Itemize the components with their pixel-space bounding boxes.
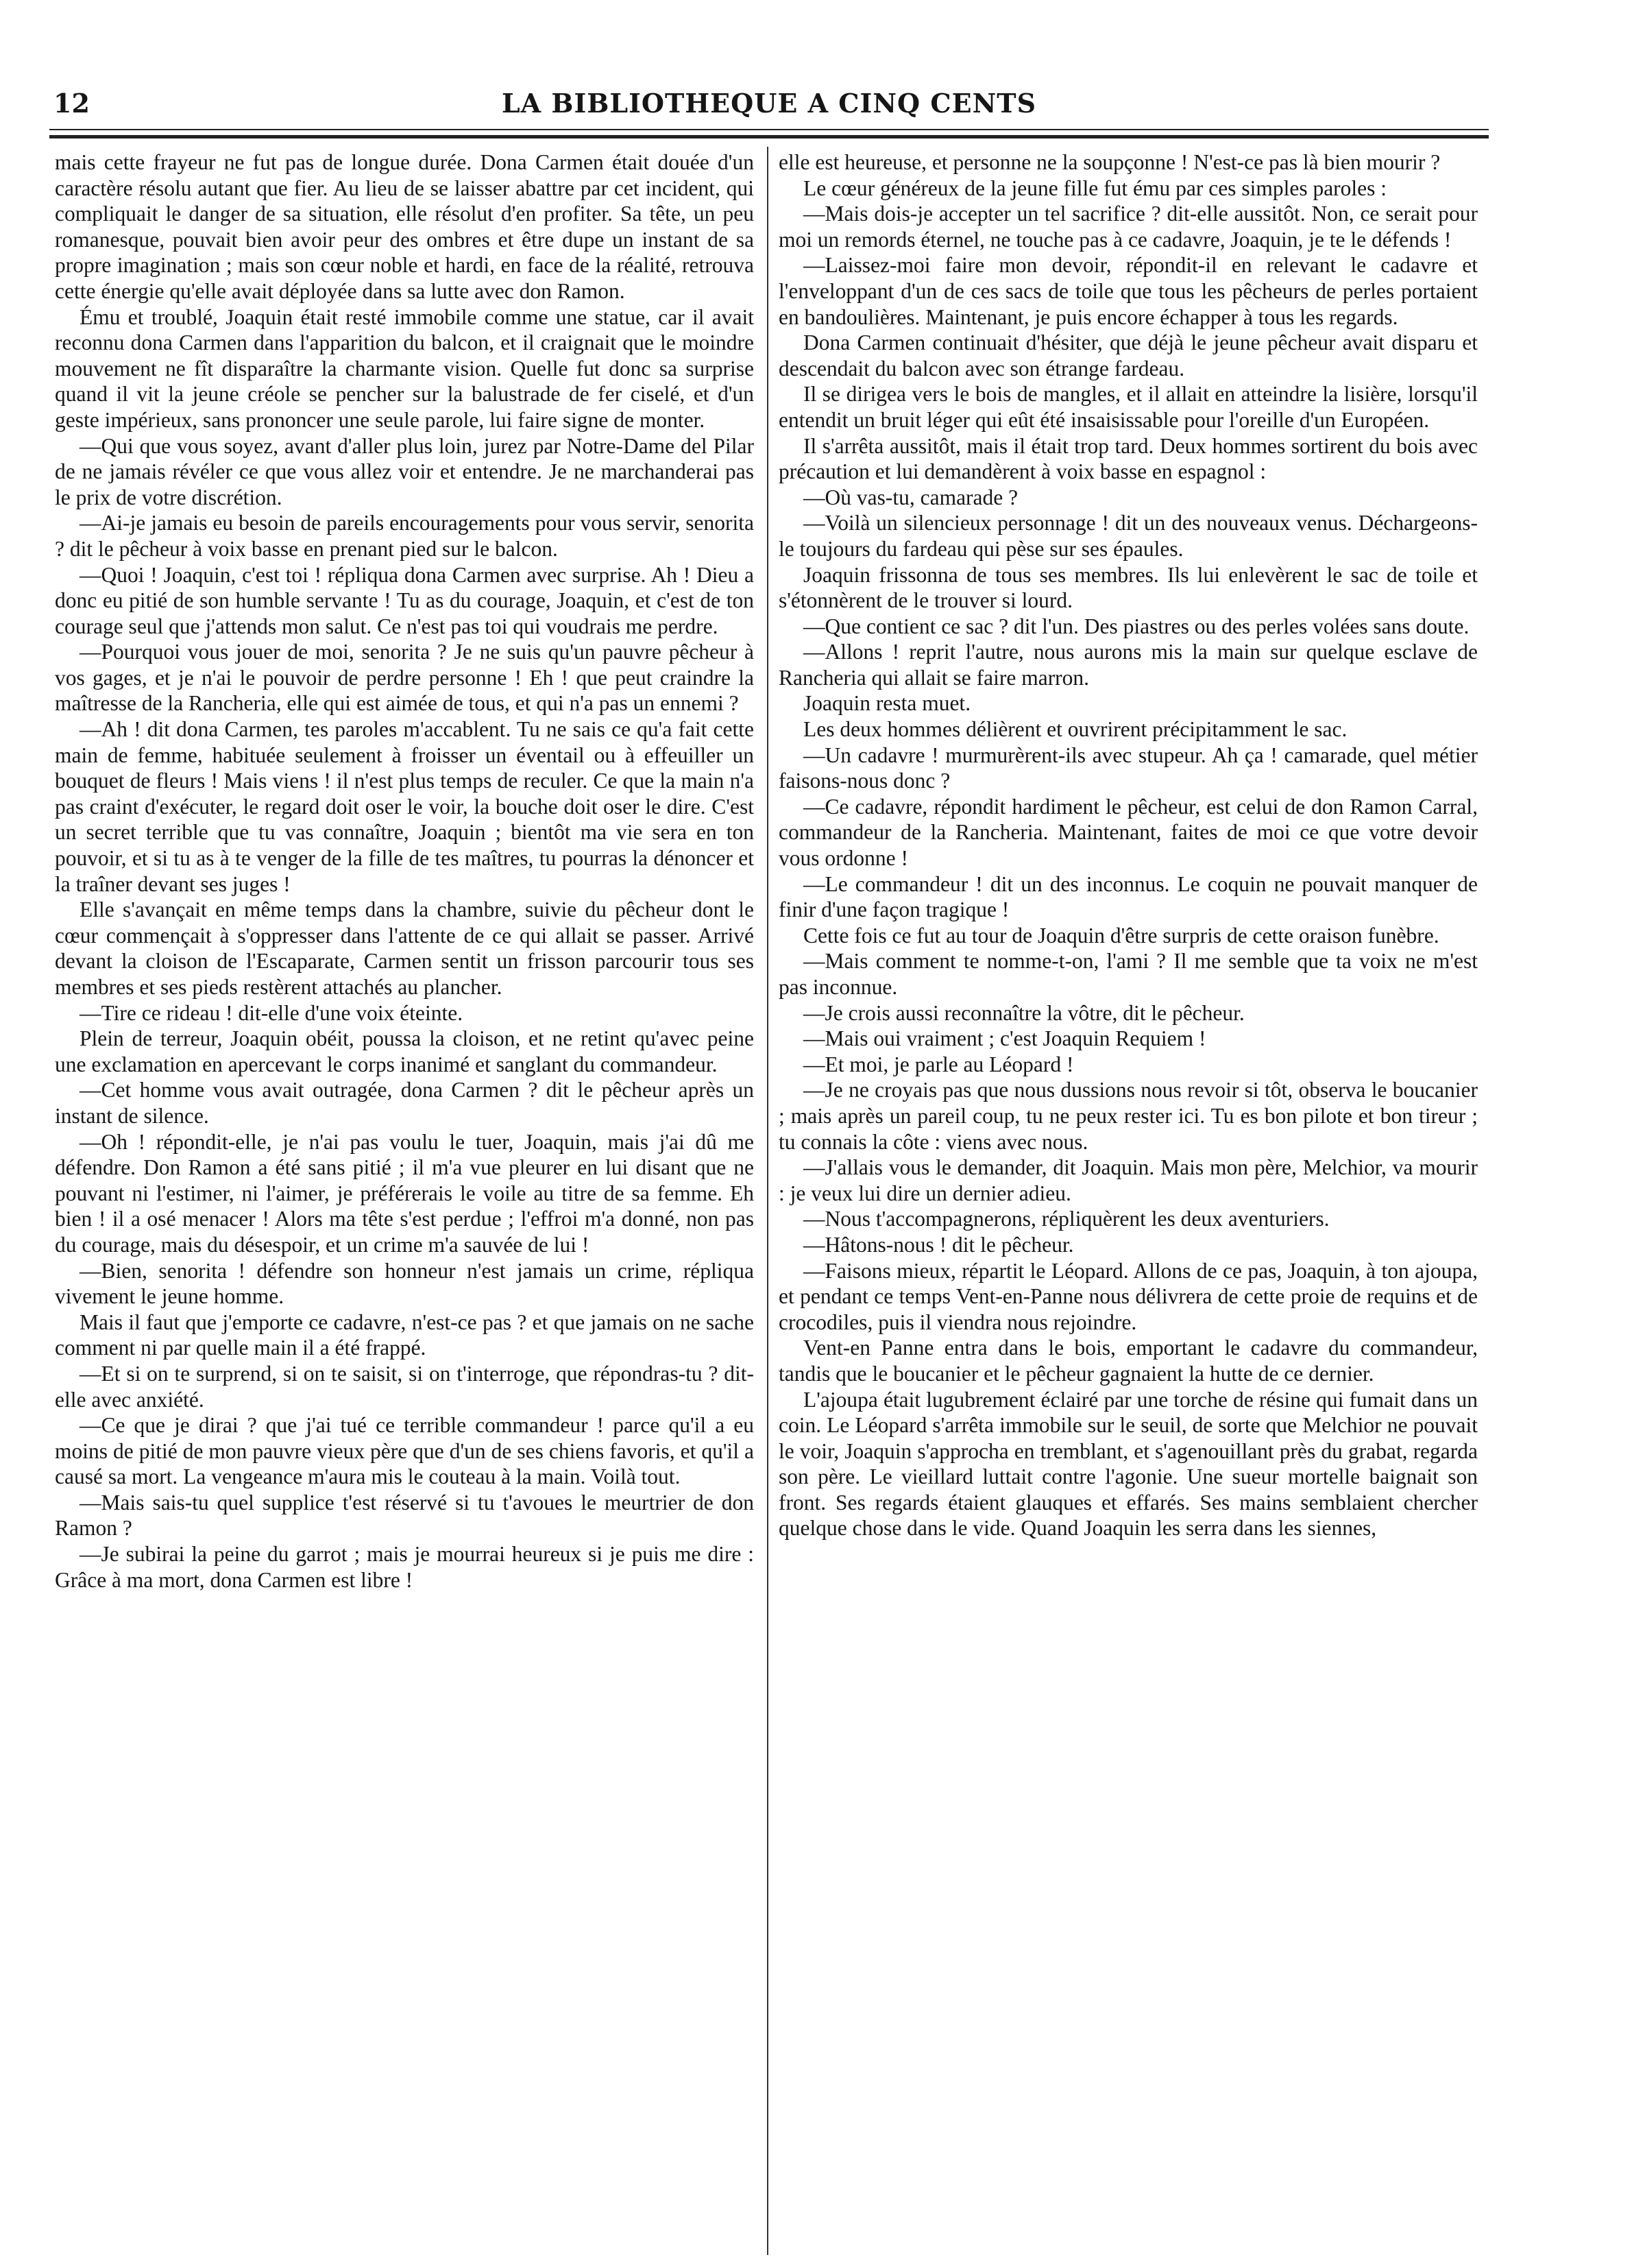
paragraph: Les deux hommes délièrent et ouvrirent précipitamment le sac. (803, 717, 1348, 742)
paragraph: —Hâtons-nous ! dit le pêcheur. (803, 1232, 1074, 1257)
paragraph: Joaquin resta muet. (803, 691, 971, 716)
paragraph: —Mais sais-tu quel supplice t'est réservé si tu t'avoues le meurtrier de don Ramon ? (55, 1490, 754, 1541)
paragraph: —Laissez-moi faire mon devoir, répondit-il en relevant le cadavre et l'enveloppant d'un de ces sacs de toile que tous les pêcheurs de perles portaient en bandoulières. Maintenant, je puis encore échapper à tous les regards. (779, 253, 1478, 329)
paragraph: Dona Carmen continuait d'hésiter, que déjà le jeune pêcheur avait disparu et descendait du balcon avec son étrange fardeau. (779, 330, 1478, 381)
paragraph: mais cette frayeur ne fut pas de longue durée. Dona Carmen était douée d'un caractère résolu autant que fier. Au lieu de se laisser abattre par cet incident, qui compliquait le danger de sa situation, elle résolut d'en profiter. Sa tête, un peu romanesque, pouvait bien avoir peur des ombres et être dupe un instant de sa propre imagination ; mais son cœur noble et hardi, en face de la réalité, retrouva cette énergie qu'elle avait déployée dans sa lutte avec don Ramon. (55, 150, 754, 303)
paragraph: —Bien, senorita ! défendre son honneur n'est jamais un crime, répliqua vivement le jeune homme. (55, 1258, 754, 1309)
paragraph: —Ah ! dit dona Carmen, tes paroles m'accablent. Tu ne sais ce qu'a fait cette main de femme, habituée seulement à froisser un éventail ou à effeuiller un bouquet de fleurs ! Mais viens ! il n'est plus temps de reculer. Ce que la main n'a pas craint d'exécuter, le regard doit oser le voir, la bouche doit oser le dire. C'est un secret terrible que tu vas connaître, Joaquin ; bientôt ma vie sera en ton pouvoir, et si tu as à te venger de la fille de tes maîtres, tu pourras la dénoncer et la traîner devant ses juges ! (55, 717, 754, 896)
paragraph: —Que contient ce sac ? dit l'un. Des piastres ou des perles volées sans doute. (803, 614, 1470, 638)
paragraph: Il s'arrêta aussitôt, mais il était trop tard. Deux hommes sortirent du bois avec précaution et lui demandèrent à voix basse en espagnol : (779, 433, 1478, 484)
page-number: 12 (53, 88, 90, 119)
paragraph: Il se dirigea vers le bois de mangles, et il allait en atteindre la lisière, lorsqu'il entendit un bruit léger qui eût été insaisissable pour l'oreille d'un Européen. (779, 382, 1478, 432)
right-column (779, 149, 1478, 1541)
paragraph: Ému et troublé, Joaquin était resté immobile comme une statue, car il avait reconnu dona Carmen dans l'apparition du balcon, et il craignait que le moindre mouvement ne fît disparaître la charmante vision. Quelle fut donc sa surprise quand il vit la jeune créole se pencher sur la balustrade de fer ciselé, et d'un geste impérieux, sans prononcer une seule parole, lui faire signe de monter. (55, 304, 754, 432)
paragraph: Elle s'avançait en même temps dans la chambre, suivie du pêcheur dont le cœur commençait à s'oppresser dans l'attente de ce qui allait se passer. Arrivé devant la cloison de l'Escaparate, Carmen sentit un frisson parcourir tous ses membres et ses pieds restèrent attachés au plancher. (55, 897, 754, 999)
paragraph: Mais il faut que j'emporte ce cadavre, n'est-ce pas ? et que jamais on ne sache comment ni par quelle main il a été frappé. (55, 1310, 754, 1360)
paragraph: L'ajoupa était lugubrement éclairé par une torche de résine qui fumait dans un coin. Le Léopard s'arrêta immobile sur le seuil, de sorte que Melchior ne pouvait le voir, Joaquin s'approcha en tremblant, et s'agenouillant près du grabat, regarda son père. Le vieillard luttait contre l'agonie. Une sueur mortelle baignait son front. Ses regards étaient glauques et effarés. Ses mains semblaient chercher quelque chose dans le vide. Quand Joaquin les serra dans les siennes, (779, 1387, 1478, 1541)
paragraph: —Mais comment te nomme-t-on, l'ami ? Il me semble que ta voix ne m'est pas inconnue. (779, 949, 1478, 999)
paragraph: —Et si on te surprend, si on te saisit, si on t'interroge, que répondras-tu ? dit-elle avec anxiété. (55, 1361, 754, 1412)
paragraph: —Ai-je jamais eu besoin de pareils encouragements pour vous servir, senorita ? dit le pêcheur à voix basse en prenant pied sur le balcon. (55, 511, 754, 561)
paragraph: —Cet homme vous avait outragée, dona Carmen ? dit le pêcheur après un instant de silence. (55, 1078, 754, 1128)
paragraph: —Tire ce rideau ! dit-elle d'une voix éteinte. (80, 1000, 463, 1025)
paragraph: —Le commandeur ! dit un des inconnus. Le coquin ne pouvait manquer de finir d'une façon tragique ! (779, 871, 1478, 922)
paragraph: Cette fois ce fut au tour de Joaquin d'être surpris de cette oraison funèbre. (803, 923, 1439, 948)
paragraph: —Pourquoi vous jouer de moi, senorita ? Je ne suis qu'un pauvre pêcheur à vos gages, et je n'ai le pouvoir de perdre personne ! Eh ! que peut craindre la maîtresse de la Rancheria, elle qui est aimée de tous, et qui n'a pas un ennemi ? (55, 640, 754, 716)
header-rule-thick (49, 135, 1489, 138)
paragraph: —Je subirai la peine du garrot ; mais je mourrai heureux si je puis me dire : Grâce à ma mort, dona Carmen est libre ! (55, 1542, 754, 1592)
paragraph: —Mais dois-je accepter un tel sacrifice ? dit-elle aussitôt. Non, ce serait pour moi un remords éternel, ne touche pas à ce cadavre, Joaquin, je te le défends ! (779, 202, 1478, 252)
paragraph: Vent-en Panne entra dans le bois, emportant le cadavre du commandeur, tandis que le boucanier et le pêcheur gagnaient la hutte de ce dernier. (779, 1336, 1478, 1386)
paragraph: elle est heureuse, et personne ne la soupçonne ! N'est-ce pas là bien mourir ? (779, 150, 1441, 174)
paragraph: —Et moi, je parle au Léopard ! (803, 1052, 1074, 1076)
paragraph: —Ce cadavre, répondit hardiment le pêcheur, est celui de don Ramon Carral, commandeur de la Rancheria. Maintenant, faites de moi ce que votre devoir vous ordonne ! (779, 794, 1478, 871)
paragraph: —Allons ! reprit l'autre, nous aurons mis la main sur quelque esclave de Rancheria qui allait se faire marron. (779, 640, 1478, 690)
paragraph: —Quoi ! Joaquin, c'est toi ! répliqua dona Carmen avec surprise. Ah ! Dieu a donc eu pitié de son humble servante ! Tu as du courage, Joaquin, et c'est de ton courage seul que j'attends mon salut. Ce n'est pas toi qui voudrais me perdre. (55, 562, 754, 638)
paragraph: —Mais oui vraiment ; c'est Joaquin Requiem ! (803, 1026, 1206, 1051)
paragraph: —Je ne croyais pas que nous dussions nous revoir si tôt, observa le boucanier ; mais après un pareil coup, tu ne peux rester ici. Tu es bon pilote et bon tireur ; tu connais la côte : viens avec nous. (779, 1078, 1478, 1154)
paragraph: —Un cadavre ! murmurèrent-ils avec stupeur. Ah ça ! camarade, quel métier faisons-nous donc ? (779, 743, 1478, 793)
paragraph: Joaquin frissonna de tous ses membres. Ils lui enlevèrent le sac de toile et s'étonnèrent de le trouver si lourd. (779, 562, 1478, 613)
paragraph: —Où vas-tu, camarade ? (803, 485, 1019, 509)
paragraph: Le cœur généreux de la jeune fille fut ému par ces simples paroles : (803, 176, 1387, 200)
paragraph: Plein de terreur, Joaquin obéit, poussa la cloison, et ne retint qu'avec peine une exclamation en apercevant le corps inanimé et sanglant du commandeur. (55, 1026, 754, 1076)
running-title: LA BIBLIOTHEQUE A CINQ CENTS (501, 88, 1037, 119)
left-column (55, 149, 754, 1593)
column-divider (767, 147, 768, 2255)
page-header (49, 81, 1489, 122)
paragraph: —Ce que je dirai ? que j'ai tué ce terrible commandeur ! parce qu'il a eu moins de pitié de mon pauvre vieux père que d'un de ses chiens favoris, et qu'il a causé sa mort. La vengeance m'aura mis le couteau à la main. Voilà tout. (55, 1413, 754, 1489)
paragraph: —Faisons mieux, répartit le Léopard. Allons de ce pas, Joaquin, à ton ajoupa, et pendant ce temps Vent-en-Panne nous délivrera de cette proie de requins et de crocodiles, puis il viendra nous rejoindre. (779, 1258, 1478, 1334)
paragraph: —Nous t'accompagnerons, répliquèrent les deux aventuriers. (803, 1207, 1330, 1231)
paragraph: —Voilà un silencieux personnage ! dit un des nouveaux venus. Déchargeons-le toujours du fardeau qui pèse sur ses épaules. (779, 511, 1478, 561)
paragraph: —J'allais vous le demander, dit Joaquin. Mais mon père, Melchior, va mourir : je veux lui dire un dernier adieu. (779, 1155, 1478, 1205)
paragraph: —Oh ! répondit-elle, je n'ai pas voulu le tuer, Joaquin, mais j'ai dû me défendre. Don Ramon a été sans pitié ; il m'a vue pleurer en lui disant que ne pouvant ni l'estimer, ni l'aimer, je préférerais le voile au titre de sa femme. Eh bien ! il a osé menacer ! Alors ma tête s'est perdue ; l'effroi m'a donné, non pas du courage, mais du désespoir, et un crime m'a sauvée de lui ! (55, 1129, 754, 1257)
paragraph: —Qui que vous soyez, avant d'aller plus loin, jurez par Notre-Dame del Pilar de ne jamais révéler ce que vous allez voir et entendre. Je ne marchanderai pas le prix de votre discrétion. (55, 433, 754, 509)
header-rule-thin (49, 129, 1489, 130)
paragraph: —Je crois aussi reconnaître la vôtre, dit le pêcheur. (803, 1000, 1245, 1025)
